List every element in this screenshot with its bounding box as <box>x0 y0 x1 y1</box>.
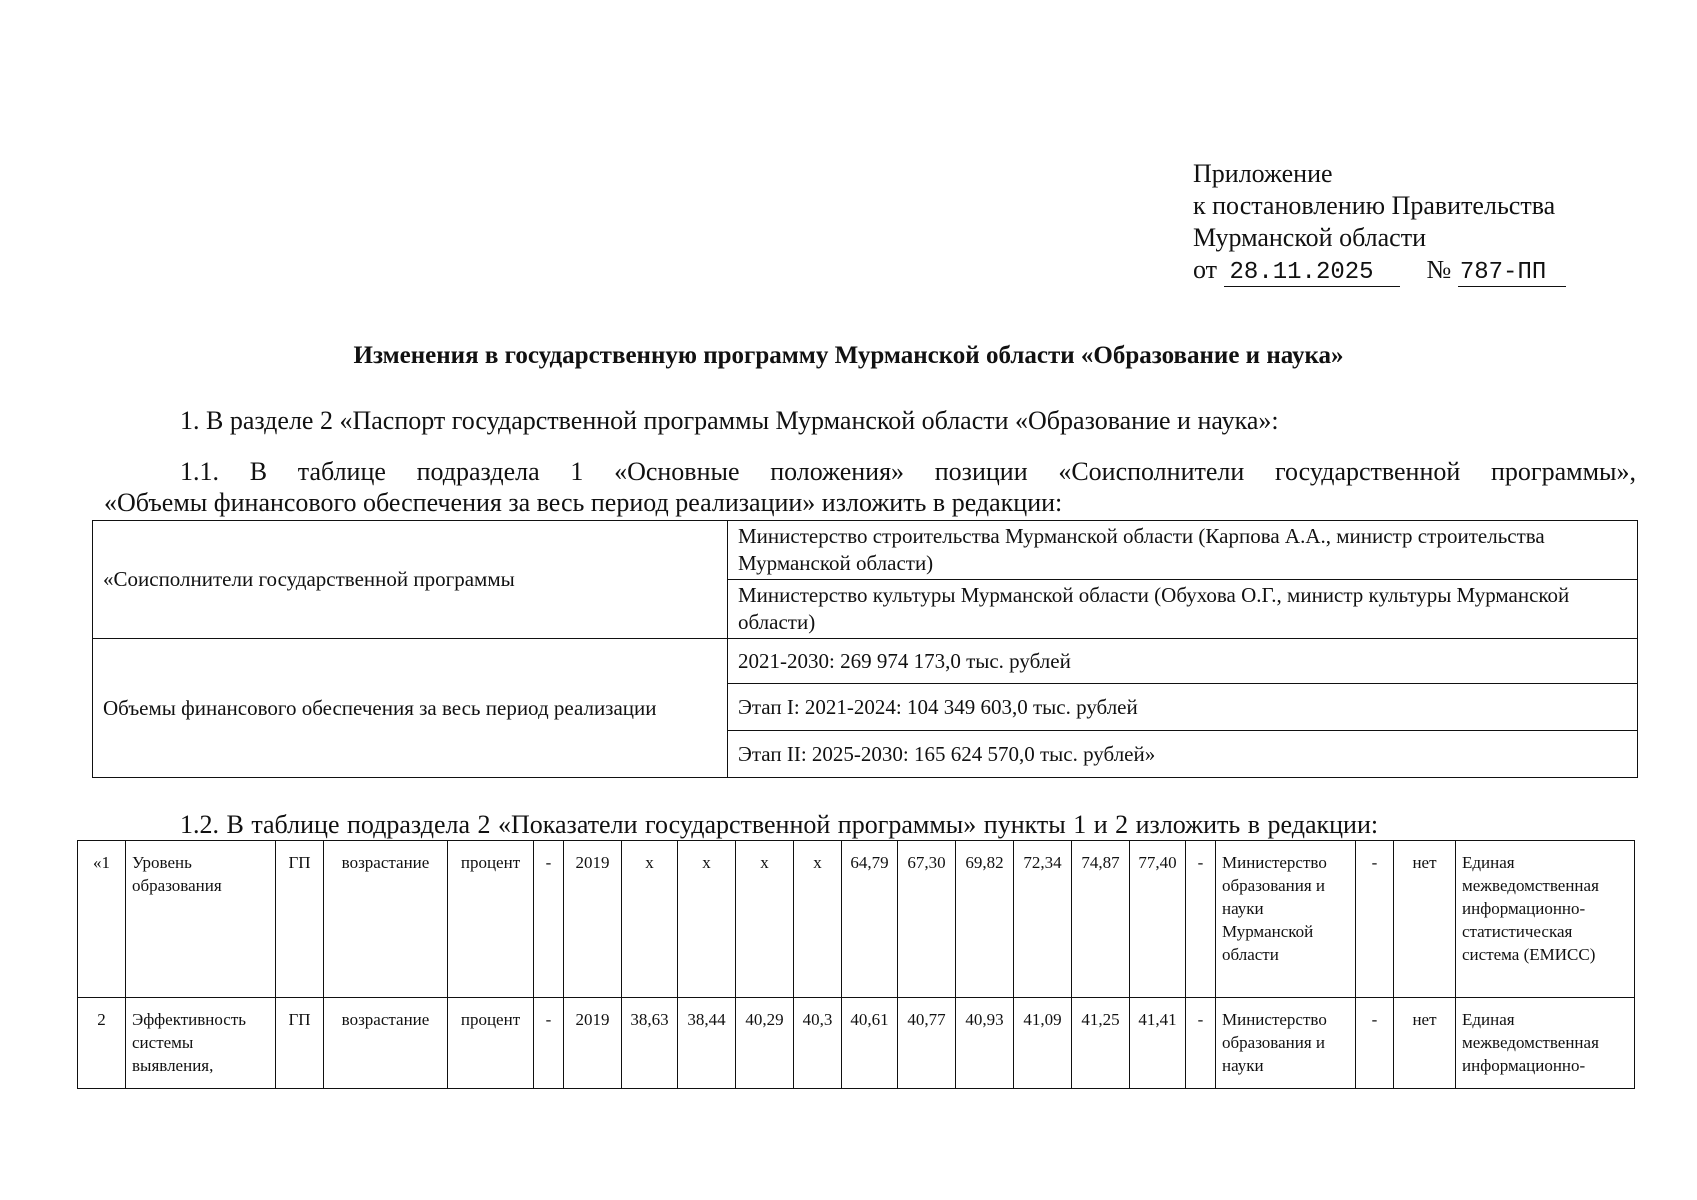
table-cell: Министерство образования и науки Мурманской области <box>1216 841 1356 998</box>
table-cell-value: Министерство строительства Мурманской области (Карпова А.А., министр строительства Мурманской области) <box>728 521 1638 580</box>
table-cell: процент <box>448 998 534 1089</box>
table-cell: х <box>736 841 794 998</box>
table-cell-value: Этап I: 2021-2024: 104 349 603,0 тыс. рублей <box>728 684 1638 731</box>
table-cell: - <box>534 841 564 998</box>
table-cell: х <box>622 841 678 998</box>
table-cell: возрастание <box>324 998 448 1089</box>
number-value: 787-ПП <box>1458 260 1566 287</box>
table-cell: нет <box>1394 841 1456 998</box>
appendix-line: Мурманской области <box>1193 223 1426 252</box>
table-cell: - <box>1186 998 1216 1089</box>
appendix-date-line <box>1193 254 1566 287</box>
document-title: Изменения в государственную программу Мурманской области «Образование и наука» <box>353 342 1344 369</box>
table-cell: нет <box>1394 998 1456 1089</box>
table-cell-value: Министерство культуры Мурманской области (Обухова О.Г., министр культуры Мурманской области) <box>728 580 1638 639</box>
table-cell-value: 2021-2030: 269 974 173,0 тыс. рублей <box>728 639 1638 684</box>
table-cell: - <box>534 998 564 1089</box>
paragraph-1-2: 1.2. В таблице подраздела 2 «Показатели государственной программы» пункты 1 и 2 изложить в редакции: <box>180 810 1379 839</box>
table-cell-label: Объемы финансового обеспечения за весь период реализации <box>93 639 728 778</box>
table-cell: Единая межведомственная информационно-статистическая система (ЕМИСС) <box>1456 841 1635 998</box>
table-cell: Министерство образования и науки <box>1216 998 1356 1089</box>
table-cell: х <box>794 841 842 998</box>
appendix-line: Приложение <box>1193 159 1333 188</box>
date-prefix: от <box>1193 255 1218 284</box>
table-cell: 40,93 <box>956 998 1014 1089</box>
table-cell: 64,79 <box>842 841 898 998</box>
table-cell: 38,44 <box>678 998 736 1089</box>
table-cell: 41,41 <box>1130 998 1186 1089</box>
paragraph-1: 1. В разделе 2 «Паспорт государственной программы Мурманской области «Образование и наука»: <box>180 406 1279 435</box>
table-cell: - <box>1356 841 1394 998</box>
paragraph-1-1-cont: «Объемы финансового обеспечения за весь период реализации» изложить в редакции: <box>104 488 1063 517</box>
table-cell: 2 <box>78 998 126 1089</box>
table-cell: возрастание <box>324 841 448 998</box>
indicators-table <box>77 840 1635 1089</box>
table-cell: - <box>1186 841 1216 998</box>
table-cell: процент <box>448 841 534 998</box>
table-cell: ГП <box>276 998 324 1089</box>
table-cell: 41,09 <box>1014 998 1072 1089</box>
table-cell: 38,63 <box>622 998 678 1089</box>
table-cell: 40,3 <box>794 998 842 1089</box>
table-cell: 2019 <box>564 841 622 998</box>
date-value: 28.11.2025 <box>1224 260 1400 287</box>
table-cell: «1 <box>78 841 126 998</box>
table-cell: ГП <box>276 841 324 998</box>
table-cell-value: Этап II: 2025-2030: 165 624 570,0 тыс. рублей» <box>728 731 1638 778</box>
table-row <box>78 841 1635 998</box>
table-row <box>78 998 1635 1089</box>
table-cell: 40,61 <box>842 998 898 1089</box>
table-cell: 41,25 <box>1072 998 1130 1089</box>
table-cell: 67,30 <box>898 841 956 998</box>
appendix-header <box>1193 158 1566 287</box>
table-cell: 40,77 <box>898 998 956 1089</box>
table-cell: 69,82 <box>956 841 1014 998</box>
table-cell: 77,40 <box>1130 841 1186 998</box>
table-cell: - <box>1356 998 1394 1089</box>
passport-table <box>92 520 1638 778</box>
table-cell: х <box>678 841 736 998</box>
paragraph-1-1: 1.1. В таблице подраздела 1 «Основные положения» позиции «Соисполнители государственной программы», <box>180 457 1636 486</box>
table-cell: 74,87 <box>1072 841 1130 998</box>
table-cell: 40,29 <box>736 998 794 1089</box>
number-prefix: № <box>1426 255 1452 284</box>
table-cell: 2019 <box>564 998 622 1089</box>
table-cell: 72,34 <box>1014 841 1072 998</box>
table-cell: Уровень образования <box>126 841 276 998</box>
appendix-line: к постановлению Правительства <box>1193 191 1556 220</box>
table-cell-label: «Соисполнители государственной программы <box>93 521 728 639</box>
table-cell: Эффективность системы выявления, <box>126 998 276 1089</box>
table-cell: Единая межведомственная информационно- <box>1456 998 1635 1089</box>
